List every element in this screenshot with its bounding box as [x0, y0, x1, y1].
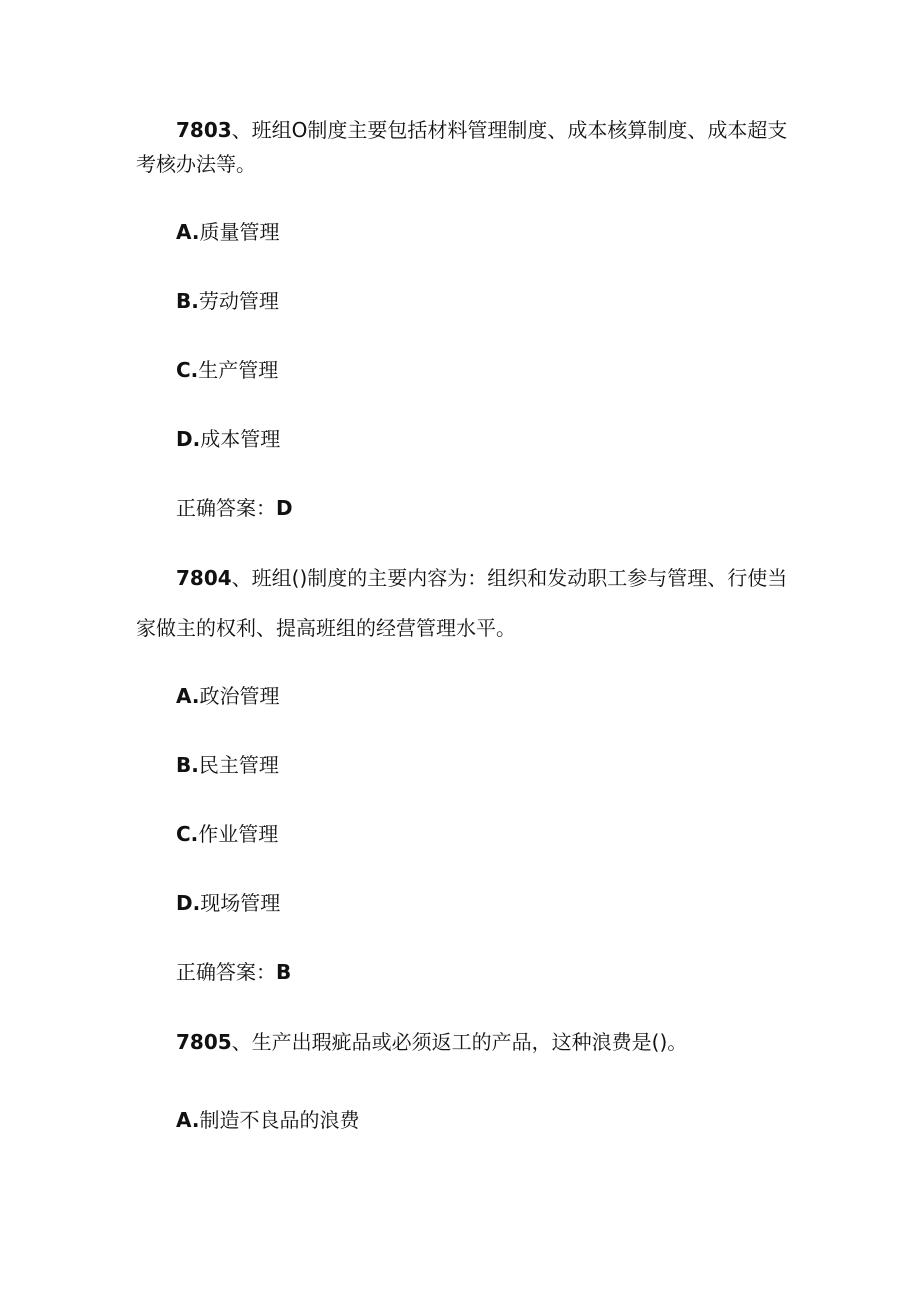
question-stem-7805 — [176, 1028, 687, 1056]
answer-value: D — [276, 496, 293, 520]
option-letter: A. — [176, 1108, 200, 1132]
option-b — [176, 751, 279, 779]
option-a — [176, 1106, 359, 1134]
question-number: 7804 — [176, 566, 232, 590]
question-number: 7805 — [176, 1030, 232, 1054]
option-letter: B. — [176, 289, 199, 313]
question-stem-7803 — [176, 116, 787, 144]
answer-line — [176, 494, 293, 522]
option-text: 现场管理 — [200, 891, 281, 915]
option-letter: D. — [176, 891, 201, 915]
answer-value: B — [276, 960, 292, 984]
question-text-line2: 家做主的权利、提高班组的经营管理水平。 — [136, 616, 516, 640]
option-letter: D. — [176, 427, 201, 451]
option-d — [176, 425, 280, 453]
option-text: 劳动管理 — [198, 289, 279, 313]
option-letter: A. — [176, 684, 200, 708]
option-letter: C. — [176, 822, 199, 846]
question-number: 7803 — [176, 118, 232, 142]
question-stem-continuation — [136, 150, 256, 178]
option-a — [176, 682, 279, 710]
question-text: 、班组O制度主要包括材料管理制度、成本核算制度、成本超支 — [231, 118, 788, 142]
option-d — [176, 889, 280, 917]
answer-label: 正确答案： — [176, 496, 276, 520]
question-text: 、班组()制度的主要内容为：组织和发动职工参与管理、行使当 — [231, 566, 788, 590]
option-text: 政治管理 — [199, 684, 280, 708]
option-a — [176, 218, 279, 246]
option-text: 生产管理 — [198, 358, 279, 382]
option-text: 质量管理 — [199, 220, 280, 244]
question-text-line2: 考核办法等。 — [136, 152, 256, 176]
option-c — [176, 820, 278, 848]
option-letter: C. — [176, 358, 199, 382]
option-text: 成本管理 — [200, 427, 281, 451]
option-b — [176, 287, 279, 315]
answer-line — [176, 958, 291, 986]
option-c — [176, 356, 278, 384]
question-stem-continuation — [136, 614, 516, 642]
option-text: 民主管理 — [198, 753, 279, 777]
option-letter: B. — [176, 753, 199, 777]
option-text: 制造不良品的浪费 — [199, 1108, 360, 1132]
option-letter: A. — [176, 220, 200, 244]
question-text: 、生产出瑕疵品或必须返工的产品，这种浪费是()。 — [231, 1030, 688, 1054]
option-text: 作业管理 — [198, 822, 279, 846]
answer-label: 正确答案： — [176, 960, 276, 984]
question-stem-7804 — [176, 564, 787, 592]
